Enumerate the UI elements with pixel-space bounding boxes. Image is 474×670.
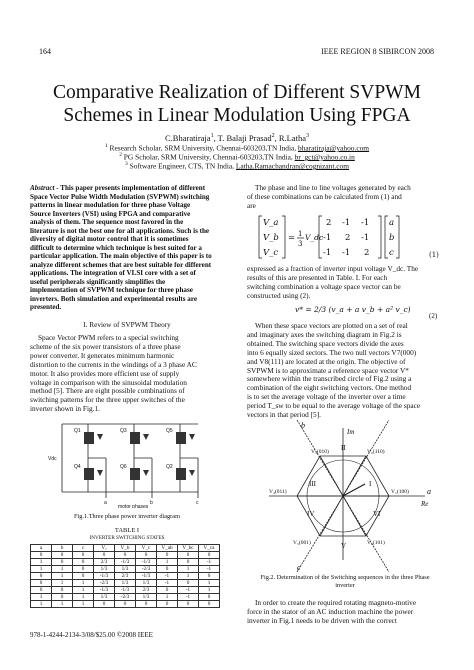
table-cell: 1: [157, 594, 178, 601]
abstract-line: [30, 184, 224, 193]
body-line: vectors in that period [5].: [247, 410, 321, 420]
b-axis-label: b: [301, 421, 305, 430]
eq1-vdc: V_dc: [305, 233, 324, 242]
table-cell: 1: [31, 594, 52, 601]
abstract-line: inverters. Both simulation and experimental results are: [30, 294, 198, 303]
body-line: In order to create the required rotating magneto-motive: [255, 598, 417, 607]
fig2-caption-line1: Fig.2. Determination of the Switching sequences in the three Phase: [260, 574, 430, 581]
body-line: Space Vector PWM refers to a special switching: [38, 333, 179, 342]
table-cell: -1/3: [94, 573, 115, 580]
table-cell: 1/3: [115, 580, 136, 587]
eq1-m12: -1: [361, 233, 370, 243]
left-body-paragraph: [30, 334, 224, 414]
phase-c: c: [196, 500, 199, 506]
table-row: [31, 573, 220, 580]
table-cell: -1/3: [115, 559, 136, 566]
table-header-cell: Vₐ: [94, 545, 115, 552]
body-line: force in the stator of an AC induction machine the power: [247, 606, 414, 616]
body-line: constructed using (2).: [247, 290, 311, 300]
eq1-vb: V_b: [263, 233, 279, 243]
fig1-inverter-diagram: [48, 418, 218, 508]
abstract-line: analysis of them. The sequence most favored in the: [30, 218, 184, 226]
vdc-label: Vdc: [48, 456, 57, 462]
table-cell: 1: [157, 559, 178, 566]
table-cell: 0: [73, 559, 94, 566]
fig2-hexagon-diagram: [255, 420, 440, 572]
footer-copyright: 978-1-4244-2134-3/08/$25.00 ©2008 IEEE: [30, 631, 153, 639]
eq1-vc: V_c: [263, 248, 279, 258]
table-cell: 0: [52, 587, 73, 594]
vector-v4: V₄(011): [269, 489, 287, 495]
table-row: [31, 552, 220, 559]
body-line: into 6 equally sized sectors. The two null vectors V7(000): [247, 347, 417, 357]
table-row: [31, 566, 220, 573]
eq1-b: b: [389, 233, 395, 243]
eq1-m10: -1: [323, 233, 332, 243]
aff3-text: Software Engineer, CTS, TN India,: [127, 161, 236, 171]
table-header-cell: c: [73, 545, 94, 552]
table-subtitle: INVERTER SWITCHING STATES: [89, 535, 165, 541]
sector-2: II: [341, 444, 346, 452]
page-number: 164: [39, 47, 51, 56]
paper-title-line2: Schemes in Linear Modulation Using FPGA: [63, 105, 411, 126]
c-axis-label: c: [297, 563, 301, 572]
table-header-cell: V_c: [136, 545, 157, 552]
aff1-email-link[interactable]: bharatiraja@yahoo.com: [298, 143, 370, 153]
aff2-sup: 2: [119, 152, 122, 158]
switch-q1: Q1: [74, 428, 81, 434]
body-line: and imaginary axes the switching diagram in Fig.2 is: [247, 329, 402, 339]
eq1-frac-den: 3: [298, 240, 303, 248]
table-cell: 1: [52, 566, 73, 573]
table-cell: 0: [31, 552, 52, 559]
table-cell: -1: [199, 559, 220, 566]
sector-5: V: [341, 542, 347, 550]
body-line: combination of the eight switching vectors. One method: [247, 383, 412, 393]
vector-v1: V₁(100): [391, 489, 409, 495]
author-1: C.Bharatiraja: [165, 132, 211, 143]
table-cell: 0: [157, 601, 178, 608]
abstract-line: Source Inverters (VSI) using FPGA and comparative: [30, 209, 191, 218]
table-header-cell: a: [31, 545, 52, 552]
table-cell: -1/3: [115, 587, 136, 594]
body-line: obtained. The switching space vectors divide the axes: [247, 338, 404, 348]
equation-1: [258, 212, 443, 262]
body-line: motor. It also provides more efficient use of supply: [30, 368, 180, 378]
vector-v2: V₂(110): [367, 449, 385, 455]
body-line: are: [247, 200, 256, 210]
table-cell: 0: [31, 573, 52, 580]
eq1-number: (1): [429, 251, 439, 259]
table-cell: 1: [73, 601, 94, 608]
abstract-line: particular application. The main objective of this paper is to: [30, 252, 212, 260]
body-line: power converter. It generates minimum harmonic: [30, 350, 175, 360]
body-line: switching patterns for the three upper switches of the: [30, 395, 185, 405]
table-cell: 2/3: [136, 587, 157, 594]
table-header-cell: b: [52, 545, 73, 552]
body-line: period T_sw to be equal to the average voltage of the space: [247, 401, 421, 411]
table-cell: -1/3: [136, 573, 157, 580]
eq1-m00: 2: [326, 218, 332, 228]
aff2-text: PG Scholar, SRM University, Chennai-603203,TN India,: [121, 152, 295, 162]
table-cell: -2/3: [94, 580, 115, 587]
table-cell: -1/3: [94, 587, 115, 594]
table-cell: 0: [157, 587, 178, 594]
table-cell: 1: [52, 573, 73, 580]
table-cell: -1: [178, 594, 199, 601]
body-line: inverter in Fig.1 needs to be driven with the correct: [247, 615, 397, 625]
eq1-m20: -1: [323, 248, 332, 258]
table-cell: 0: [31, 580, 52, 587]
section-heading: I. Review of SVPWM Theory: [83, 320, 171, 329]
aff2-email-link[interactable]: br_gct@yahoo.co.in: [294, 152, 355, 162]
motor-phases-label: motor phases: [118, 504, 149, 508]
author-2-sup: 2: [271, 133, 275, 139]
table-header-cell: V_b: [115, 545, 136, 552]
table-cell: 0: [115, 601, 136, 608]
body-line: is to set the average voltage of the inverter over a time: [247, 392, 406, 402]
abstract: [30, 184, 224, 312]
table-cell: 0: [199, 573, 220, 580]
body-line: switching combination a voltage space vector can be: [247, 281, 401, 291]
switch-q6: Q6: [120, 464, 127, 470]
aff1-sup: 1: [104, 143, 108, 149]
vector-v5: V₅(001): [293, 540, 311, 546]
switch-q2: Q2: [166, 464, 173, 470]
eq2-number: (2): [429, 312, 438, 320]
table-header-row: [31, 545, 220, 552]
table-cell: -2/3: [136, 566, 157, 573]
table-title: TABLE I: [114, 527, 140, 534]
table-cell: 1: [199, 580, 220, 587]
table-cell: 1/3: [94, 566, 115, 573]
aff3-email-link[interactable]: Latha.Ramachandran@cognizant.com: [235, 161, 349, 171]
abstract-line: applications. The integration of VLSI core with a set of: [30, 269, 196, 277]
paper-title-line1: Comparative Realization of Different SVPWM: [53, 82, 421, 103]
body-line: expressed as a fraction of inverter input voltage V_dc. The: [247, 264, 419, 273]
table-cell: 0: [73, 573, 94, 580]
switch-q5: Q5: [166, 428, 173, 434]
vector-v3: V₃(010): [311, 449, 329, 455]
eq1-m02: -1: [361, 218, 370, 228]
sector-3: III: [309, 480, 316, 488]
phase-a: a: [104, 500, 107, 506]
table-cell: 0: [136, 601, 157, 608]
table-cell: 0: [199, 552, 220, 559]
abstract-line: diversity of digital motor control that it is sometimes: [30, 235, 189, 243]
body-line: When these space vectors are plotted on a set of real: [255, 321, 408, 330]
table-cell: 0: [178, 559, 199, 566]
author-3: , R.Latha: [274, 132, 306, 143]
table-header-cell: V_bc: [178, 545, 199, 552]
eq1-m01: -1: [342, 218, 351, 228]
table-cell: 1/3: [136, 580, 157, 587]
table-cell: 0: [94, 601, 115, 608]
abstract-line: Space Vector Pulse Width Modulation (SVPWM) switching: [30, 192, 210, 201]
table-cell: 0: [73, 552, 94, 559]
table-cell: 1/3: [136, 594, 157, 601]
table-cell: 1: [31, 559, 52, 566]
table-cell: 1: [73, 594, 94, 601]
table-cell: 1: [73, 580, 94, 587]
body-line: inverter shown in Fig.1.: [30, 404, 100, 414]
eq1-c: c: [389, 248, 394, 258]
body-line: scheme of the six power transistors of a three phase: [30, 341, 181, 351]
fig1-caption: Fig.1.Three phase power inverter diagram: [74, 513, 180, 520]
running-header: IEEE REGION 8 SIBIRCON 2008: [321, 47, 434, 56]
body-line: results of this are presented in Table. I. For each: [247, 272, 388, 282]
table-cell: 2/3: [94, 559, 115, 566]
table-cell: 1: [73, 587, 94, 594]
abstract-line: presented.: [30, 303, 62, 311]
eq1-m21: -1: [342, 248, 351, 258]
right-intro: [247, 184, 443, 211]
eq1-frac-num: 1: [298, 230, 303, 238]
vector-v6: V₆(101): [367, 540, 385, 546]
table-cell: -1: [178, 587, 199, 594]
table-cell: 1: [178, 573, 199, 580]
table-cell: 1/3: [94, 594, 115, 601]
switch-q3: Q3: [120, 428, 127, 434]
table-cell: 1: [31, 601, 52, 608]
table-cell: 0: [136, 552, 157, 559]
body-line: voltage in comparison with the sinusoidal modulation: [30, 377, 187, 387]
eq1-a: a: [389, 218, 395, 228]
aff1-text: Research Scholar, SRM University, Chennai-603203,TN India,: [107, 143, 299, 153]
re-axis-label: Re: [421, 500, 429, 508]
table-header-cell: V_ab: [157, 545, 178, 552]
abstract-line: useful peripherals significantly simplifies the: [30, 277, 166, 286]
table-cell: 2/3: [115, 573, 136, 580]
a-axis-label: a: [427, 487, 431, 496]
table-cell: -1: [157, 573, 178, 580]
fig2-caption-line2: inverter: [335, 582, 355, 589]
phase-b: b: [150, 500, 153, 506]
table-cell: 0: [115, 552, 136, 559]
right-mid: [247, 265, 443, 301]
table-row: [31, 594, 220, 601]
table-cell: 1: [31, 566, 52, 573]
table-row: [31, 601, 220, 608]
body-line: distortion to the currents in the windings of a 3 phase AC: [30, 359, 197, 369]
table-cell: 0: [199, 594, 220, 601]
abstract-line-text: This paper presents implementation of different: [60, 184, 206, 192]
table-cell: -2/3: [115, 594, 136, 601]
switch-q4: Q4: [74, 464, 81, 470]
abstract-line: literature is not the best one for all applications. Such is the: [30, 226, 210, 235]
author-2: , T. Balaji Prasad: [213, 132, 272, 143]
abstract-line: patterns in linear modulation for three phase Voltage: [30, 201, 191, 209]
im-axis-label: Im: [347, 428, 355, 436]
table-cell: 0: [52, 594, 73, 601]
abstract-lead: Abstract -: [30, 184, 59, 192]
table-row: [31, 559, 220, 566]
eq1-m22: 2: [364, 248, 370, 258]
table-cell: -1/3: [136, 559, 157, 566]
author-1-sup: 1: [210, 133, 214, 139]
table-cell: 0: [157, 552, 178, 559]
table-cell: 1: [52, 601, 73, 608]
sector-1: I: [369, 480, 372, 488]
equation-2: v* = 2/3 (v_a + a v_b + a² v_c): [295, 305, 411, 314]
eq1-va: V_a: [263, 218, 279, 228]
switching-states-table: [30, 544, 220, 608]
table-header-cell: V_ca: [199, 545, 220, 552]
eq1-equals: =: [288, 233, 296, 243]
abstract-line: implementation of SVPWM technique for three phase: [30, 286, 193, 294]
abstract-line: difficult to determine which technique is best suited for a: [30, 243, 202, 252]
table-cell: 0: [52, 559, 73, 566]
equation-1-render: [258, 212, 443, 262]
sector-4: IV: [307, 510, 315, 518]
table-cell: 1: [178, 566, 199, 573]
table-cell: 0: [178, 580, 199, 587]
aff3-sup: 3: [124, 161, 128, 167]
abstract-line: analyze different schemes that are best suitable for different: [30, 260, 212, 269]
table-cell: 0: [94, 552, 115, 559]
table-cell: 0: [73, 566, 94, 573]
author-3-sup: 3: [305, 133, 309, 139]
table-cell: -1: [199, 566, 220, 573]
sector-6: VI: [373, 510, 381, 518]
body-line: somewhere within the transcribed circle of Fig.2 using a: [247, 374, 412, 384]
body-line: SVPWM is to approximate a reference space vector V*: [247, 365, 409, 375]
table-cell: 1: [199, 587, 220, 594]
table-row: [31, 580, 220, 587]
table-cell: 1: [52, 580, 73, 587]
affiliation-3: [0, 160, 474, 170]
table-cell: 0: [178, 601, 199, 608]
table-cell: 0: [157, 566, 178, 573]
table-cell: 1/3: [115, 566, 136, 573]
body-line: The phase and line to line voltages generated by each: [255, 183, 411, 192]
table-cell: 0: [52, 552, 73, 559]
body-line: and V8(111) are located at the origin. The objective of: [247, 356, 406, 366]
table-cell: 0: [31, 587, 52, 594]
body-line: of these combinations can be calculated from (1) and: [247, 191, 402, 201]
eq1-m11: 2: [345, 233, 351, 243]
table-row: [31, 587, 220, 594]
body-line: method [5]. There are eight possible combinations of: [30, 386, 185, 396]
table-cell: 0: [178, 552, 199, 559]
table-cell: 0: [199, 601, 220, 608]
right-body: [247, 322, 443, 420]
right-end: [247, 599, 443, 626]
table-cell: -1: [157, 580, 178, 587]
